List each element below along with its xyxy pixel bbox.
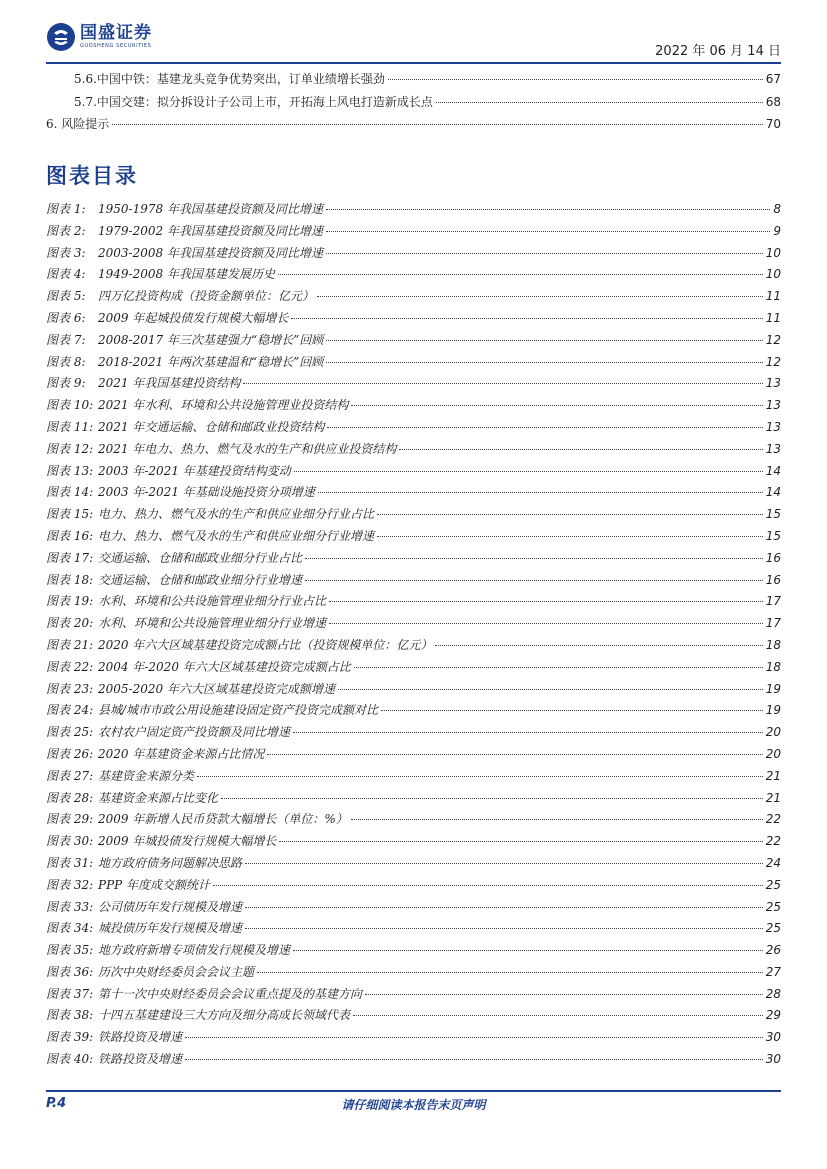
figure-page: 11 (765, 289, 781, 304)
figure-title: 1949-2008 年我国基建发展历史 (98, 267, 275, 282)
figure-number: 图表 4: (46, 267, 86, 282)
figure-entry[interactable] (46, 745, 781, 767)
figure-entry[interactable] (46, 985, 781, 1007)
figure-number: 图表 10: (46, 398, 94, 413)
figures-list (46, 200, 781, 1072)
dot-leader (294, 471, 763, 472)
figure-entry[interactable] (46, 876, 781, 898)
figure-entry-title (46, 658, 351, 675)
figure-number: 图表 6: (46, 310, 86, 325)
dot-leader (351, 405, 762, 406)
figure-number: 图表 40: (46, 1052, 94, 1067)
dot-leader (305, 558, 763, 559)
dot-leader (327, 427, 762, 428)
figure-entry[interactable] (46, 527, 781, 549)
figure-page: 28 (765, 986, 781, 1001)
figure-entry-title (46, 919, 242, 936)
figure-title: 2020 年六大区域基建投资完成额占比（投资规模单位：亿元） (98, 637, 433, 652)
dot-leader (326, 253, 763, 254)
figure-entry-title (46, 767, 194, 784)
toc-entry[interactable] (46, 70, 781, 93)
figure-title: 公司债历年发行规模及增速 (98, 899, 243, 914)
dot-leader (245, 907, 763, 908)
figure-page: 17 (765, 616, 781, 631)
figure-entry-title (46, 636, 432, 653)
figure-entry-title (46, 505, 374, 522)
figure-entry[interactable] (46, 767, 781, 789)
figure-entry-title (46, 440, 396, 457)
figure-entry[interactable] (46, 854, 781, 876)
figure-entry[interactable] (46, 309, 781, 331)
figure-entry[interactable] (46, 483, 781, 505)
dot-leader (278, 274, 763, 275)
figure-entry-title (46, 723, 290, 740)
figure-entry[interactable] (46, 810, 781, 832)
figure-title: 2005-2020 年六大区域基建投资完成额增速 (98, 681, 335, 696)
figure-entry-title (46, 985, 362, 1002)
figure-number: 图表 11: (46, 419, 94, 434)
figure-title: 2009 年新增人民币贷款大幅增长（单位：%） (98, 812, 348, 827)
figure-page: 15 (765, 528, 781, 543)
figure-number: 图表 7: (46, 332, 86, 347)
toc-entry-page: 68 (765, 94, 781, 109)
figure-number: 图表 14: (46, 485, 94, 500)
figure-entry[interactable] (46, 658, 781, 680)
figure-title: 水利、环境和公共设施管理业细分行业增速 (98, 616, 327, 631)
figure-entry-title (46, 963, 254, 980)
figure-number: 图表 16: (46, 528, 94, 543)
figure-title: 2020 年基建资金来源占比情况 (98, 746, 265, 761)
brand-logo (46, 22, 152, 52)
toc-entry-title: 5.7.中国交建：拟分拆设计子公司上市，开拓海上风电打造新成长点 (74, 94, 433, 109)
figure-entry[interactable] (46, 1028, 781, 1050)
figure-number: 图表 23: (46, 681, 94, 696)
figure-title: 电力、热力、燃气及水的生产和供应业细分行业增速 (98, 528, 375, 543)
figure-title: 电力、热力、燃气及水的生产和供应业细分行业占比 (98, 507, 375, 522)
figure-entry-title (46, 614, 326, 631)
figure-entry[interactable] (46, 374, 781, 396)
figure-entry[interactable] (46, 396, 781, 418)
figure-entry[interactable] (46, 440, 781, 462)
figure-page: 30 (765, 1030, 781, 1045)
figure-entry-title (46, 265, 275, 282)
figure-entry-title (46, 701, 378, 718)
toc-entry-page: 67 (765, 72, 781, 86)
figure-number: 图表 20: (46, 616, 94, 631)
figure-entry-title (46, 527, 374, 544)
figures-section-title: 图表目录 (46, 164, 138, 188)
figure-entry-title (46, 396, 348, 413)
dot-leader (279, 841, 762, 842)
dot-leader (318, 492, 763, 493)
guosheng-logo-icon (46, 22, 76, 52)
figure-number: 图表 27: (46, 768, 94, 783)
figure-entry[interactable] (46, 701, 781, 723)
figure-page: 21 (765, 768, 781, 783)
figure-title: 十四五基建建设三大方向及细分高成长领域代表 (98, 1008, 351, 1023)
page-number: P.4 (46, 1096, 67, 1111)
dot-leader (243, 383, 762, 384)
figure-number: 图表 3: (46, 245, 86, 260)
figure-title: 铁路投资及增速 (98, 1052, 183, 1067)
dot-leader (317, 296, 763, 297)
figure-title: 2008-2017 年三次基建强力“稳增长”回顾 (98, 332, 324, 347)
footer-divider (46, 1090, 781, 1092)
dot-leader (377, 514, 763, 515)
figure-title: 第十一次中央财经委员会会议重点提及的基建方向 (98, 986, 363, 1001)
disclaimer-note: 请仔细阅读本报告末页声明 (341, 1098, 486, 1112)
figure-number: 图表 37: (46, 986, 94, 1001)
figure-entry-title (46, 680, 335, 697)
figure-page: 30 (765, 1052, 781, 1067)
figure-entry-title (46, 745, 264, 762)
figure-entry-title (46, 832, 276, 849)
figure-number: 图表 32: (46, 877, 94, 892)
figure-entry-title (46, 309, 288, 326)
figure-page: 19 (765, 681, 781, 696)
dot-leader (353, 1015, 763, 1016)
figure-entry[interactable] (46, 919, 781, 941)
figure-number: 图表 30: (46, 834, 94, 849)
figure-number: 图表 21: (46, 637, 94, 652)
dot-leader (381, 710, 763, 711)
figure-number: 图表 15: (46, 507, 94, 522)
figure-entry-title (46, 592, 326, 609)
figure-page: 16 (765, 572, 781, 587)
figure-page: 10 (765, 245, 781, 260)
figure-title: 铁路投资及增速 (98, 1030, 183, 1045)
figure-title: 地方政府债务问题解决思路 (98, 855, 243, 870)
dot-leader (245, 928, 763, 929)
dot-leader (329, 601, 763, 602)
figure-entry[interactable] (46, 1050, 781, 1072)
figure-entry[interactable] (46, 789, 781, 811)
figure-page: 13 (765, 419, 781, 434)
toc-entry-page: 70 (765, 117, 781, 131)
dot-leader (377, 536, 763, 537)
dot-leader (185, 1037, 763, 1038)
figure-entry[interactable] (46, 571, 781, 593)
figure-entry[interactable] (46, 1006, 781, 1028)
figure-number: 图表 34: (46, 921, 94, 936)
dot-leader (365, 994, 763, 995)
figure-page: 20 (765, 725, 781, 740)
figure-number: 图表 25: (46, 725, 94, 740)
figure-page: 8 (773, 202, 781, 216)
figure-entry-title (46, 222, 323, 239)
figure-number: 图表 13: (46, 463, 94, 478)
figure-page: 18 (765, 637, 781, 652)
figure-title: 2018-2021 年两次基建温和“稳增长”回顾 (98, 354, 324, 369)
figure-title: 城投债历年发行规模及增速 (98, 921, 243, 936)
figure-entry-title (46, 462, 291, 479)
figure-entry-title (46, 549, 302, 566)
figure-number: 图表 36: (46, 964, 94, 979)
dot-leader (221, 798, 763, 799)
toc-entry-title: 5.6.中国中铁：基建龙头竞争优势突出，订单业绩增长强劲 (74, 72, 385, 86)
dot-leader (112, 124, 762, 125)
figure-number: 图表 5: (46, 289, 86, 304)
figure-number: 图表 28: (46, 790, 94, 805)
dot-leader (326, 231, 770, 232)
figure-number: 图表 29: (46, 812, 94, 827)
dot-leader (291, 318, 762, 319)
figure-number: 图表 39: (46, 1030, 94, 1045)
figure-entry-title (46, 353, 323, 370)
table-of-contents (46, 70, 781, 138)
figure-entry[interactable] (46, 941, 781, 963)
dot-leader (329, 623, 763, 624)
figure-page: 14 (765, 485, 781, 500)
figure-page: 12 (765, 332, 781, 347)
figure-entry[interactable] (46, 418, 781, 440)
dot-leader (354, 667, 763, 668)
figure-page: 22 (765, 834, 781, 849)
figure-title: 2009 年城投债发行规模大幅增长 (98, 834, 277, 849)
dot-leader (293, 950, 763, 951)
figure-page: 13 (765, 376, 781, 391)
figure-entry[interactable] (46, 723, 781, 745)
dot-leader (257, 972, 763, 973)
figure-page: 24 (765, 855, 781, 870)
figure-number: 图表 17: (46, 550, 94, 565)
figure-page: 13 (765, 441, 781, 456)
figure-entry-title (46, 898, 242, 915)
figure-title: 2021 年水利、环境和公共设施管理业投资结构 (98, 398, 349, 413)
figure-number: 图表 38: (46, 1008, 94, 1023)
dot-leader (388, 79, 763, 80)
figure-title: 地方政府新增专项债发行规模及增速 (98, 943, 291, 958)
figure-entry[interactable] (46, 963, 781, 985)
dot-leader (435, 645, 762, 646)
figure-entry[interactable] (46, 549, 781, 571)
figure-entry-title (46, 789, 218, 806)
figure-title: PPP 年度成交额统计 (98, 877, 211, 892)
figure-entry[interactable] (46, 592, 781, 614)
figure-number: 图表 8: (46, 354, 86, 369)
figure-entry-title (46, 483, 315, 500)
figure-entry[interactable] (46, 462, 781, 484)
dot-leader (213, 885, 763, 886)
toc-entry[interactable] (46, 115, 781, 138)
figure-title: 2004 年-2020 年六大区域基建投资完成额占比 (98, 659, 351, 674)
figure-entry[interactable] (46, 287, 781, 309)
figure-title: 水利、环境和公共设施管理业细分行业占比 (98, 594, 327, 609)
figure-page: 25 (765, 921, 781, 936)
figure-page: 25 (765, 899, 781, 914)
figure-entry-title (46, 287, 314, 304)
figure-title: 基建资金来源占比变化 (98, 790, 219, 805)
figure-entry[interactable] (46, 244, 781, 266)
figure-page: 25 (765, 877, 781, 892)
figure-number: 图表 18: (46, 572, 94, 587)
figure-title: 2009 年起城投债发行规模大幅增长 (98, 310, 289, 325)
figure-page: 15 (765, 507, 781, 522)
figure-page: 11 (765, 310, 781, 325)
report-date: 2022 年 06 月 14 日 (655, 44, 781, 59)
figure-entry[interactable] (46, 222, 781, 244)
page-header (46, 22, 781, 62)
figure-page: 10 (765, 267, 781, 282)
dot-leader (351, 819, 763, 820)
figure-title: 历次中央财经委员会会议主题 (98, 964, 255, 979)
brand-subtitle: GUOSHENG SECURITIES (80, 43, 152, 49)
figure-page: 14 (765, 463, 781, 478)
figure-entry-title (46, 418, 324, 435)
figure-entry[interactable] (46, 680, 781, 702)
figure-page: 27 (765, 964, 781, 979)
figure-title: 2003-2008 年我国基建投资额及同比增速 (98, 245, 323, 260)
figure-number: 图表 19: (46, 594, 94, 609)
figure-title: 2003 年-2021 年基础设施投资分项增速 (98, 485, 315, 500)
brand-name: 国盛证券 (80, 23, 152, 43)
dot-leader (245, 863, 763, 864)
figure-title: 2021 年电力、热力、燃气及水的生产和供应业投资结构 (98, 441, 397, 456)
dot-leader (293, 732, 763, 733)
figure-title: 2021 年交通运输、仓储和邮政业投资结构 (98, 419, 325, 434)
toc-entry[interactable] (46, 93, 781, 116)
figure-number: 图表 24: (46, 703, 94, 718)
figure-page: 17 (765, 594, 781, 609)
header-divider (46, 62, 781, 64)
figure-entry[interactable] (46, 636, 781, 658)
figure-page: 12 (765, 354, 781, 369)
figure-title: 2003 年-2021 年基建投资结构变动 (98, 463, 291, 478)
figure-page: 19 (765, 703, 781, 718)
figure-entry[interactable] (46, 614, 781, 636)
figure-page: 22 (765, 812, 781, 827)
figure-title: 1979-2002 年我国基建投资额及同比增速 (98, 223, 323, 238)
figure-title: 基建资金来源分类 (98, 768, 195, 783)
figure-number: 图表 26: (46, 746, 94, 761)
figure-number: 图表 31: (46, 855, 94, 870)
dot-leader (185, 1059, 763, 1060)
figure-page: 21 (765, 790, 781, 805)
dot-leader (326, 362, 763, 363)
figure-title: 农村农户固定资产投资额及同比增速 (98, 725, 291, 740)
figure-number: 图表 9: (46, 376, 86, 391)
figure-entry-title (46, 810, 348, 827)
figure-entry[interactable] (46, 200, 781, 222)
figure-number: 图表 12: (46, 441, 94, 456)
figure-title: 县城/城市市政公用设施建设固定资产投资完成额对比 (98, 703, 379, 718)
figure-entry[interactable] (46, 265, 781, 287)
figure-page: 18 (765, 659, 781, 674)
figure-entry[interactable] (46, 898, 781, 920)
figure-entry-title (46, 854, 242, 871)
figure-page: 29 (765, 1008, 781, 1023)
figure-entry-title (46, 876, 210, 893)
figure-page: 20 (765, 746, 781, 761)
figure-number: 图表 35: (46, 943, 94, 958)
figure-entry-title (46, 244, 323, 261)
figure-entry[interactable] (46, 505, 781, 527)
figure-entry-title (46, 571, 302, 588)
dot-leader (326, 209, 770, 210)
figure-entry[interactable] (46, 832, 781, 854)
figure-entry[interactable] (46, 353, 781, 375)
figure-page: 16 (765, 550, 781, 565)
figure-number: 图表 33: (46, 899, 94, 914)
dot-leader (267, 754, 762, 755)
figure-title: 2021 年我国基建投资结构 (98, 376, 241, 391)
dot-leader (326, 340, 763, 341)
figure-entry-title (46, 941, 290, 958)
dot-leader (436, 102, 763, 103)
figure-page: 26 (765, 943, 781, 958)
figure-number: 图表 2: (46, 223, 86, 238)
figure-entry-title (46, 1006, 350, 1023)
figure-number: 图表 1: (46, 202, 86, 216)
toc-entry-title: 6. 风险提示 (46, 117, 110, 131)
figure-title: 交通运输、仓储和邮政业细分行业占比 (98, 550, 303, 565)
figure-entry-title (46, 331, 323, 348)
figure-page: 9 (773, 223, 781, 238)
figure-entry-title (46, 200, 323, 217)
dot-leader (197, 776, 763, 777)
figure-number: 图表 22: (46, 659, 94, 674)
figure-title: 交通运输、仓储和邮政业细分行业增速 (98, 572, 303, 587)
dot-leader (338, 689, 763, 690)
dot-leader (305, 580, 763, 581)
figure-page: 13 (765, 398, 781, 413)
figure-title: 1950-1978 年我国基建投资额及同比增速 (98, 202, 323, 216)
figure-entry-title (46, 374, 240, 391)
figure-title: 四万亿投资构成（投资金额单位：亿元） (98, 289, 315, 304)
dot-leader (399, 449, 762, 450)
figure-entry-title (46, 1050, 182, 1067)
figure-entry[interactable] (46, 331, 781, 353)
figure-entry-title (46, 1028, 182, 1045)
